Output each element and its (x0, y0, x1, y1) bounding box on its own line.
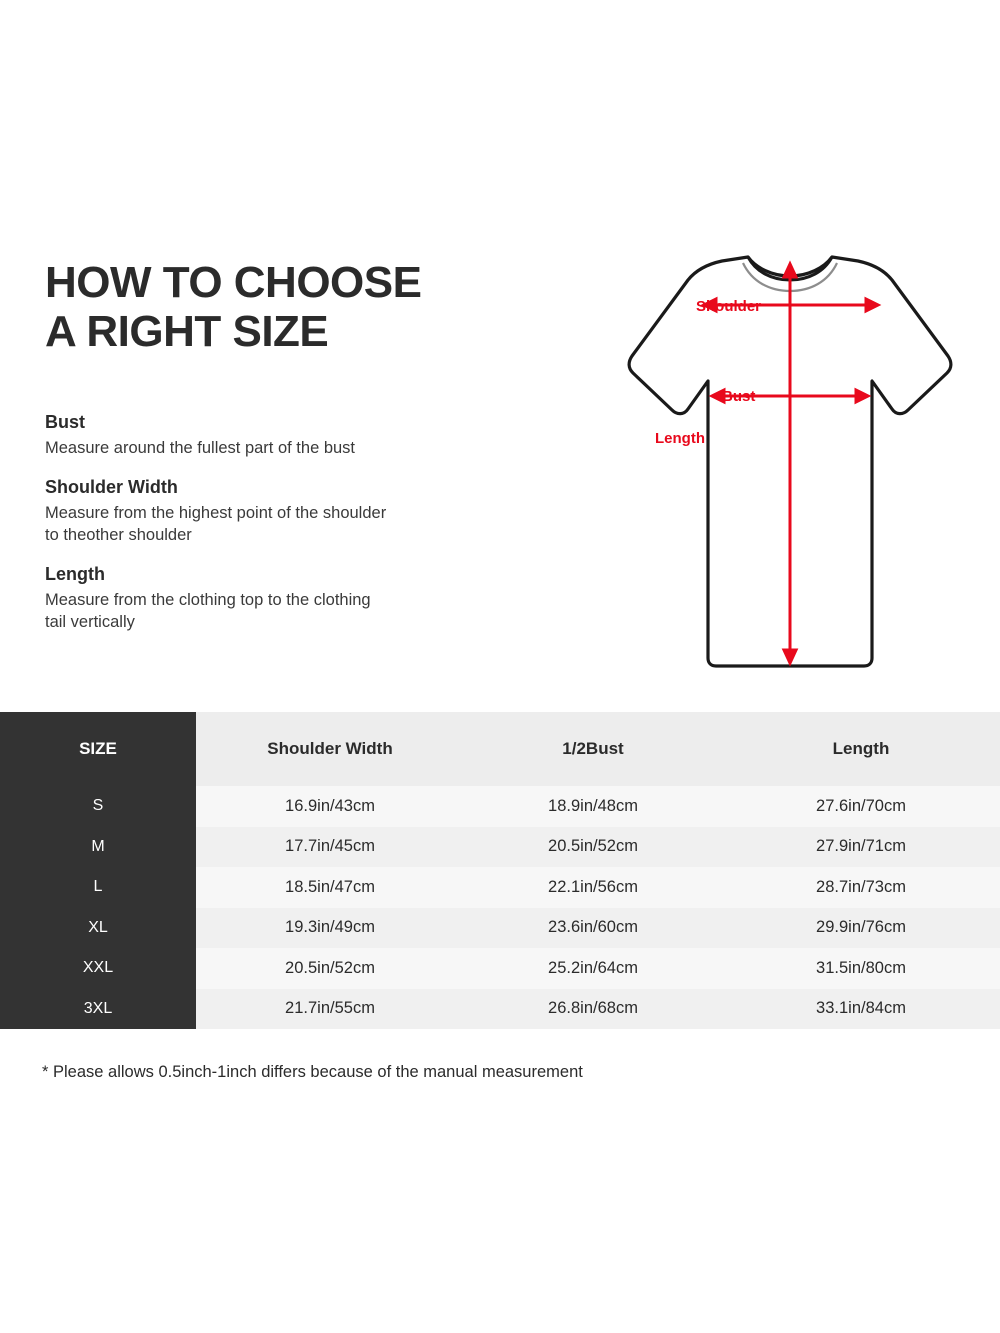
cell-shoulder-width: 17.7in/45cm (196, 827, 464, 868)
definition-bust (45, 412, 515, 460)
column-header-size: SIZE (0, 712, 196, 786)
cell-half-bust: 26.8in/68cm (464, 989, 722, 1030)
cell-size: S (0, 786, 196, 827)
cell-shoulder-width: 20.5in/52cm (196, 948, 464, 989)
cell-size: 3XL (0, 989, 196, 1030)
cell-length: 27.9in/71cm (722, 827, 1000, 868)
definition-term: Bust (45, 412, 85, 432)
size-chart-table (0, 712, 1000, 1029)
cell-size: M (0, 827, 196, 868)
definition-description: Measure from the clothing top to the clothing tail vertically (45, 590, 371, 631)
table-header-row (0, 712, 1000, 786)
diagram-label-length: Length (655, 430, 705, 447)
cell-shoulder-width: 19.3in/49cm (196, 908, 464, 949)
diagram-label-bust: Bust (722, 388, 756, 405)
table-row (0, 867, 1000, 908)
cell-half-bust: 23.6in/60cm (464, 908, 722, 949)
size-chart-table-wrapper (0, 712, 1000, 1029)
table-row (0, 786, 1000, 827)
cell-size: XL (0, 908, 196, 949)
definition-term: Shoulder Width (45, 476, 178, 497)
cell-length: 31.5in/80cm (722, 948, 1000, 989)
column-header-shoulder-width: Shoulder Width (196, 712, 464, 786)
cell-shoulder-width: 18.5in/47cm (196, 867, 464, 908)
cell-half-bust: 22.1in/56cm (464, 867, 722, 908)
column-header-length: Length (722, 712, 1000, 786)
table-row (0, 989, 1000, 1030)
table-row (0, 948, 1000, 989)
diagram-label-shoulder: Shoulder (696, 298, 762, 315)
table-row (0, 908, 1000, 949)
cell-length: 29.9in/76cm (722, 908, 1000, 949)
cell-length: 27.6in/70cm (722, 786, 1000, 827)
cell-half-bust: 25.2in/64cm (464, 948, 722, 989)
cell-length: 28.7in/73cm (722, 867, 1000, 908)
cell-size: XXL (0, 948, 196, 989)
page-title-line-1: HOW TO CHOOSE (45, 258, 422, 307)
measurement-definitions (45, 412, 515, 651)
column-header-half-bust: 1/2Bust (464, 712, 722, 786)
tshirt-measurement-diagram (500, 238, 970, 698)
page-title (45, 258, 525, 357)
cell-half-bust: 20.5in/52cm (464, 827, 722, 868)
definition-shoulder-width (45, 477, 515, 547)
footnote-text: * Please allows 0.5inch-1inch differs because of the manual measurement (42, 1063, 583, 1081)
definition-description: Measure from the highest point of the shoulder to theother shoulder (45, 503, 387, 544)
cell-length: 33.1in/84cm (722, 989, 1000, 1030)
definition-description: Measure around the fullest part of the bust (45, 439, 356, 457)
cell-size: L (0, 867, 196, 908)
cell-shoulder-width: 16.9in/43cm (196, 786, 464, 827)
definition-term: Length (45, 563, 105, 584)
definition-length (45, 564, 515, 634)
cell-half-bust: 18.9in/48cm (464, 786, 722, 827)
cell-shoulder-width: 21.7in/55cm (196, 989, 464, 1030)
page-title-line-2: A RIGHT SIZE (45, 307, 329, 357)
table-row (0, 827, 1000, 868)
